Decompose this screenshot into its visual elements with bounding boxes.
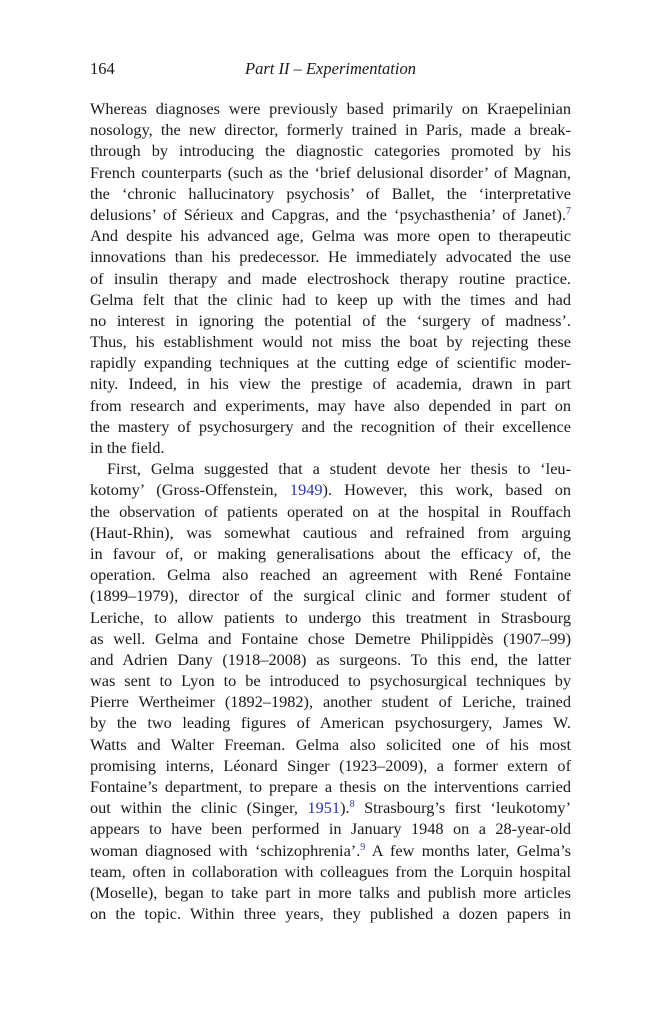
line-text: from research and experiments, may have also depended in part on (90, 395, 571, 415)
footnote-marker-link[interactable]: 9 (360, 841, 366, 853)
text-line (90, 755, 571, 776)
line-text: (Moselle), began to take part in more talks and publish more articles (90, 882, 571, 902)
text-line (90, 522, 571, 543)
text-line (90, 352, 571, 373)
text-line (90, 225, 571, 246)
line-text: the mastery of psychosurgery and the recognition of their excellence (90, 416, 571, 436)
line-text: appears to have been performed in January 1948 on a 28-year-old (90, 819, 571, 839)
text-line (90, 479, 571, 500)
line-text-continued: ). However, this work, based on (322, 480, 572, 500)
line-text: of insulin therapy and made electroshock therapy routine practice. (90, 268, 571, 288)
text-line (90, 162, 571, 183)
text-line (90, 840, 571, 861)
citation-year-link[interactable]: 1949 (289, 480, 323, 500)
line-text: nity. Indeed, in his view the prestige of academia, drawn in part (90, 374, 571, 394)
text-line (90, 246, 571, 267)
text-line (90, 140, 571, 161)
line-text: And despite his advanced age, Gelma was more open to therapeutic (90, 226, 571, 246)
text-line (90, 818, 571, 839)
body-text (90, 98, 571, 924)
line-text-continued: ). (340, 798, 350, 818)
line-text: Fontaine’s department, to prepare a thesis on the interventions carried (90, 777, 571, 796)
text-line (90, 458, 571, 479)
text-line (90, 268, 571, 289)
text-line (90, 585, 571, 606)
text-line (90, 437, 571, 458)
text-line (90, 331, 571, 352)
line-text: kotomy’ (Gross-Offenstein, (90, 480, 290, 500)
line-text: out within the clinic (Singer, (90, 798, 308, 818)
line-text: Watts and Walter Freeman. Gelma also solicited one of his most (90, 734, 571, 754)
line-text: French counterparts (such as the ‘brief delusional disorder’ of Magnan, (90, 162, 571, 182)
line-text: and Adrien Dany (1918–2008) as surgeons. To this end, the latter (90, 649, 571, 669)
text-line (90, 98, 571, 119)
text-line (90, 628, 571, 649)
text-line (90, 861, 571, 882)
citation-year-link[interactable]: 1951 (307, 798, 341, 818)
text-line (90, 373, 571, 394)
text-line (90, 903, 571, 924)
line-text: woman diagnosed with ‘schizophrenia’. (90, 840, 361, 860)
line-text: as well. Gelma and Fontaine chose Demetre Philippidès (1907–99) (90, 628, 571, 648)
line-text: in favour of, or making generalisations about the efficacy of, the (90, 543, 571, 563)
line-text-tail: Strasbourg’s first ‘leukotomy’ (354, 798, 571, 818)
line-text: through by introducing the diagnostic categories promoted by his (90, 141, 571, 161)
text-line (90, 543, 571, 564)
line-text: promising interns, Léonard Singer (1923–2009), a former extern of (90, 755, 571, 775)
line-text: was sent to Lyon to be introduced to psychosurgical techniques by (90, 671, 571, 691)
line-text: no interest in ignoring the potential of the ‘surgery of madness’. (90, 310, 571, 330)
line-text: the observation of patients operated on at the hospital in Rouffach (90, 501, 571, 521)
text-line (90, 183, 571, 204)
book-page (90, 0, 571, 1017)
line-text: Thus, his establishment would not miss the boat by rejecting these (90, 332, 571, 352)
text-line (90, 564, 571, 585)
line-text: by the two leading figures of American psychosurgery, James W. (90, 713, 571, 733)
text-line (90, 712, 571, 733)
page-header (90, 57, 571, 81)
line-text-tail: A few months later, Gelma’s (365, 840, 571, 860)
line-text: Whereas diagnoses were previously based primarily on Kraepelinian (90, 99, 571, 118)
text-line (90, 882, 571, 903)
text-line (90, 289, 571, 310)
line-text: nosology, the new director, formerly trained in Paris, made a break- (90, 120, 571, 140)
line-text: Pierre Wertheimer (1892–1982), another student of Leriche, trained (90, 692, 571, 712)
line-text: First, Gelma suggested that a student devote her thesis to ‘leu- (107, 459, 571, 479)
line-text: rapidly expanding techniques at the cutting edge of scientific moder- (90, 353, 571, 373)
text-line (90, 119, 571, 140)
page-number: 164 (90, 59, 115, 78)
text-line (90, 797, 571, 818)
footnote-marker-link[interactable]: 7 (566, 205, 571, 217)
line-text: Gelma felt that the clinic had to keep up with the times and had (90, 289, 571, 309)
text-line (90, 204, 571, 225)
line-text: operation. Gelma also reached an agreement with René Fontaine (90, 565, 571, 585)
text-line (90, 607, 571, 628)
text-line (90, 416, 571, 437)
text-line (90, 734, 571, 755)
text-line (90, 776, 571, 797)
line-text: (1899–1979), director of the surgical clinic and former student of (90, 586, 571, 606)
line-text: in the field. (90, 438, 165, 457)
line-text: innovations than his predecessor. He immediately advocated the use (90, 247, 571, 267)
footnote-marker-link[interactable]: 8 (349, 799, 355, 811)
text-line (90, 649, 571, 670)
text-line (90, 501, 571, 522)
line-text: (Haut-Rhin), was somewhat cautious and refrained from arguing (90, 522, 571, 542)
line-text: the ‘chronic hallucinatory psychosis’ of Ballet, the ‘interpretative (90, 183, 571, 203)
text-line (90, 670, 571, 691)
line-text: Leriche, to allow patients to undergo this treatment in Strasbourg (90, 607, 571, 627)
line-text: on the topic. Within three years, they published a dozen papers in (90, 904, 571, 924)
text-line (90, 691, 571, 712)
text-line (90, 395, 571, 416)
line-text: delusions’ of Sérieux and Capgras, and the ‘psychasthenia’ of Janet). (90, 204, 566, 224)
running-head: Part II – Experimentation (245, 59, 416, 78)
line-text: team, often in collaboration with colleagues from the Lorquin hospital (90, 861, 571, 881)
text-line (90, 310, 571, 331)
